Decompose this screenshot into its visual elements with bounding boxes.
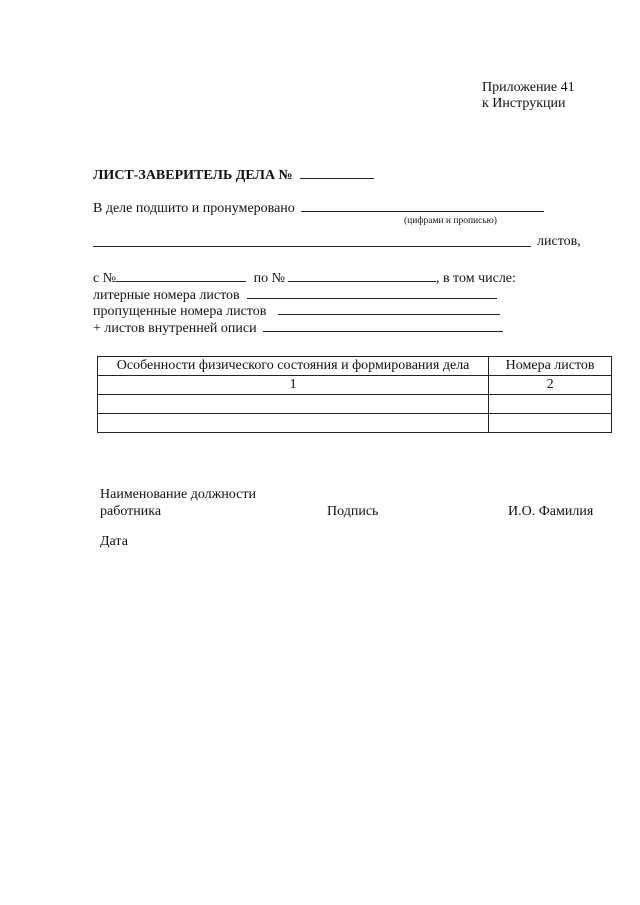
from-number-label: с № [93, 271, 117, 286]
missing-label: пропущенные номера листов [93, 304, 267, 319]
missing-blank[interactable] [278, 303, 500, 315]
table-cell[interactable] [489, 395, 612, 414]
inventory-blank[interactable] [263, 320, 503, 332]
sheets-suffix: листов, [537, 234, 581, 249]
table-cell[interactable] [98, 395, 489, 414]
table-cell[interactable] [489, 414, 612, 433]
case-number-blank[interactable] [300, 167, 374, 179]
full-name-label: И.О. Фамилия [508, 504, 594, 519]
position-label-line1: Наименование должности [100, 487, 256, 502]
table-cell[interactable] [98, 414, 489, 433]
stitched-count-row [93, 200, 544, 217]
appendix-reference: к Инструкции [482, 96, 566, 111]
column-number-1: 1 [98, 376, 489, 395]
date-label: Дата [100, 534, 128, 549]
column-number-2: 2 [489, 376, 612, 395]
inventory-label: + листов внутренней описи [93, 321, 257, 336]
range-row [93, 270, 516, 287]
stitched-count-label: В деле подшито и пронумеровано [93, 201, 295, 216]
document-title [93, 167, 374, 184]
including-label: , в том числе: [435, 271, 516, 286]
digits-words-hint: (цифрами и прописью) [404, 216, 497, 226]
condition-header: Особенности физического состояния и формирования дела [98, 357, 489, 376]
table-row [98, 414, 612, 433]
document-title-text: ЛИСТ-ЗАВЕРИТЕЛЬ ДЕЛА № [93, 168, 293, 183]
from-number-blank[interactable] [116, 270, 246, 282]
sheet-numbers-header: Номера листов [489, 357, 612, 376]
to-number-label: по № [253, 271, 285, 286]
table-numbering-row [98, 376, 612, 395]
stitched-count-blank[interactable] [301, 200, 544, 212]
inventory-row [93, 320, 503, 337]
table-header-row [98, 357, 612, 376]
missing-row [93, 303, 500, 320]
litera-blank[interactable] [247, 287, 497, 299]
litera-row [93, 287, 497, 304]
table-row [98, 395, 612, 414]
litera-label: литерные номера листов [93, 288, 240, 303]
signature-label: Подпись [327, 504, 379, 519]
appendix-number: Приложение 41 [482, 80, 575, 95]
to-number-blank[interactable] [288, 270, 436, 282]
condition-table [97, 356, 612, 433]
sheet-count-blank[interactable] [93, 246, 531, 247]
position-label-line2: работника [100, 504, 162, 519]
